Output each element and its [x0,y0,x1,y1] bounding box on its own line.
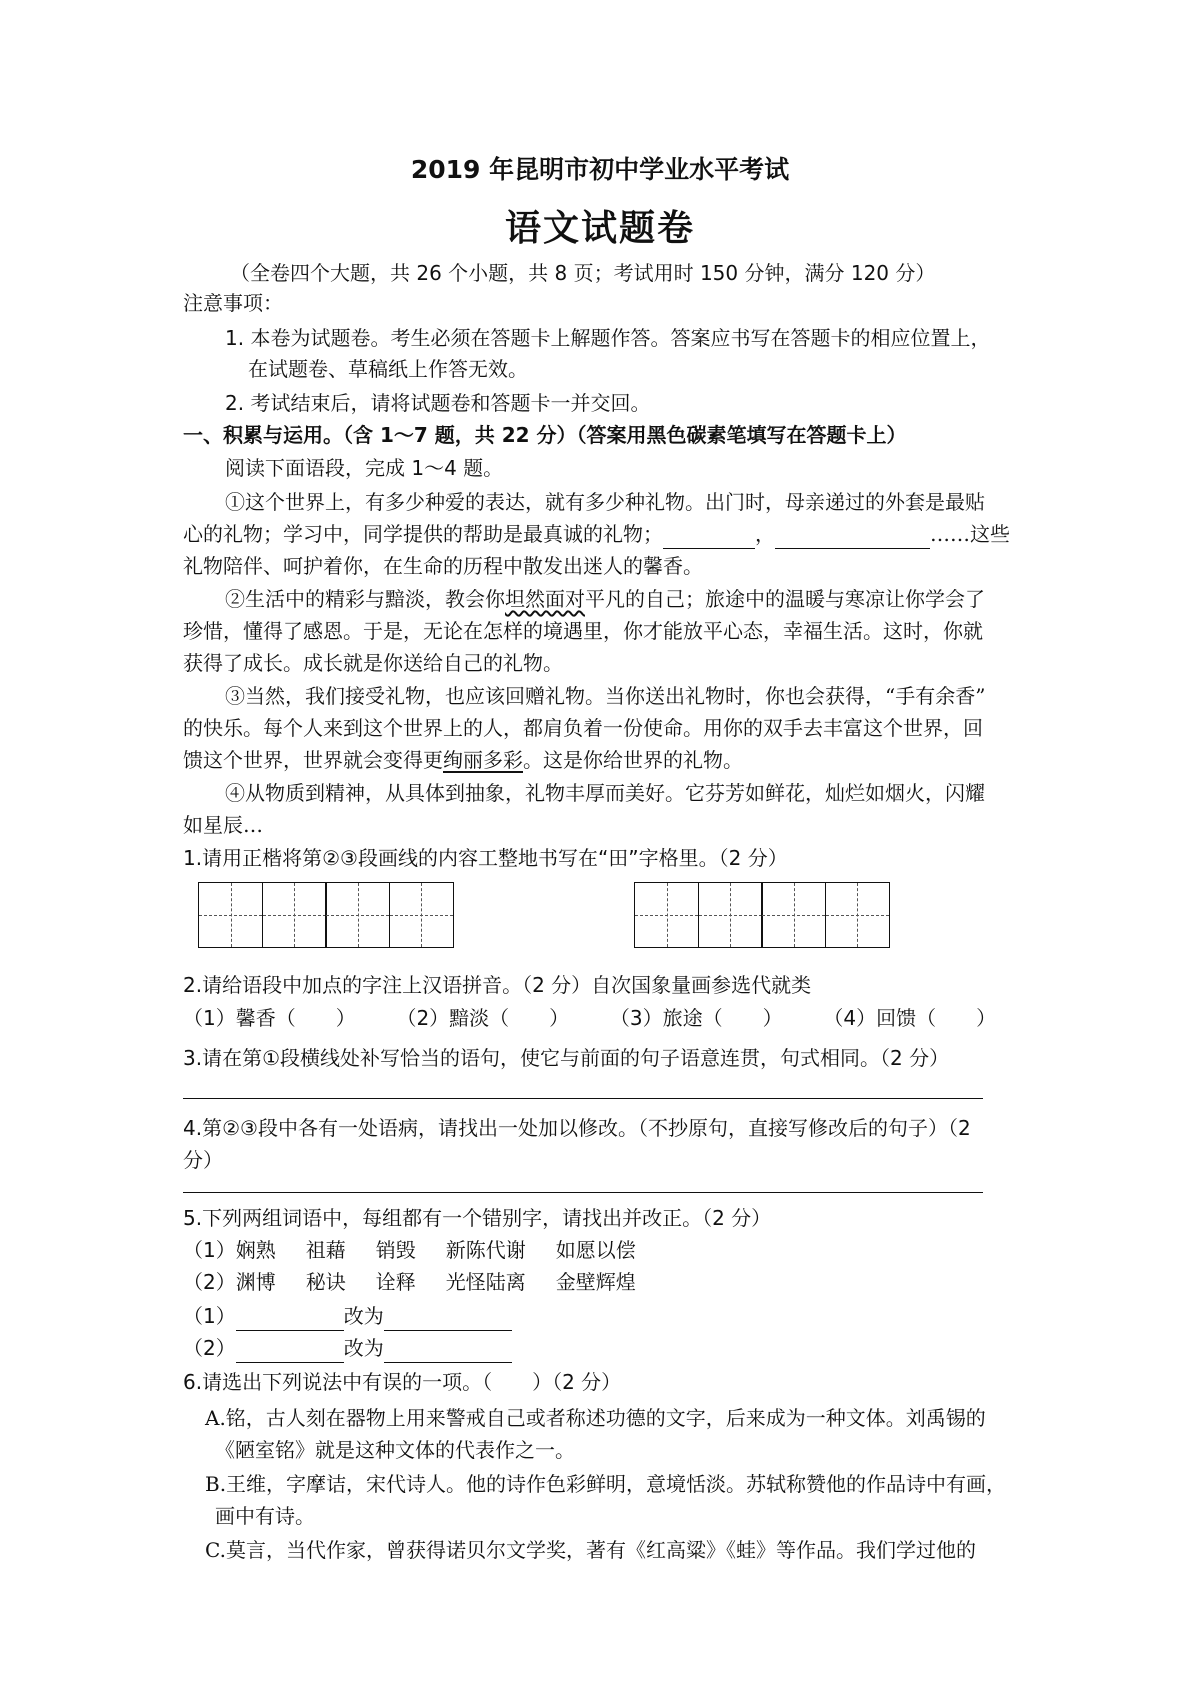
q5-r2-w3: 诠释 [375,1270,416,1294]
q5-r2-w2: 秘诀 [305,1270,346,1294]
question-2: 2.请给语段中加点的字注上汉语拼音。（2 分）自次国象量画参选代就类 [183,973,812,997]
q6-option-a-cont: 《陋室铭》就是这种文体的代表作之一。 [215,1438,575,1462]
para-3-text-a: 馈这个世界，世界就会变得更 [183,748,443,772]
tianzige-cell[interactable] [825,882,890,948]
question-6: 6.请选出下列说法中有误的一项。（ ）（2 分） [183,1370,622,1394]
blank-2 [775,526,930,549]
tianzige-cell[interactable] [262,882,327,948]
underlined-phrase-2: 绚丽多彩 [443,748,523,772]
q5-blank-right-1[interactable] [384,1308,512,1331]
tianzige-cell[interactable] [198,882,263,948]
question-5: 5.下列两组词语中，每组都有一个错别字，请找出并改正。（2 分） [183,1206,772,1230]
para-4-line-2: 如星辰… [183,813,263,837]
q5-blank-wrong-1[interactable] [236,1308,344,1331]
comma: ， [755,522,775,546]
para-1-line-3: 礼物陪伴、呵护着你，在生命的历程中散发出迷人的馨香。 [183,554,703,578]
q2-option-1: （1）馨香（ ） [183,1006,356,1030]
answer-line-q3[interactable] [183,1098,983,1099]
q5-ans1-prefix: （1） [183,1304,236,1328]
q2-option-4: （4）回馈（ ） [823,1006,997,1030]
q5-r2-w4: 光怪陆离 [445,1270,526,1294]
q5-change-2: 改为 [343,1336,384,1360]
question-4: 4.第②③段中各有一处语病，请找出一处加以修改。（不抄原句，直接写修改后的句子）（2 [183,1116,971,1140]
para-3-line-1: ③当然，我们接受礼物，也应该回赠礼物。当你送出礼物时，你也会获得，“手有余香” [225,684,986,708]
para-3-line-2: 的快乐。每个人来到这个世界上的人，都肩负着一份使命。用你的双手去丰富这个世界，回 [183,716,983,740]
q5-blank-wrong-2[interactable] [236,1340,344,1363]
reading-intro: 阅读下面语段，完成 1～4 题。 [225,456,504,480]
q5-answer-2 [183,1333,512,1363]
q5-ans2-prefix: （2） [183,1336,236,1360]
notice-item-1-cont: 在试题卷、草稿纸上作答无效。 [248,357,528,381]
q5-r1-w2: 祖藉 [305,1238,346,1262]
para-2-text-a: ②生活中的精彩与黯淡，教会你 [225,587,505,611]
notice-item-2: 2. 考试结束后，请将试题卷和答题卡一并交回。 [225,391,651,415]
question-2-options [183,1003,996,1033]
para-2-line-2: 珍惜，懂得了感恩。于是，无论在怎样的境遇里，你才能放平心态，幸福生活。这时，你就 [183,619,983,643]
q5-word-row-2 [183,1267,636,1297]
notice-heading: 注意事项： [183,291,283,315]
para-4-line-1: ④从物质到精神，从具体到抽象，礼物丰厚而美好。它芬芳如鲜花，灿烂如烟火，闪耀 [225,781,985,805]
q5-word-row-1 [183,1235,636,1265]
para-1-line-2-end: ……这些 [930,522,1010,546]
q5-r1-w4: 新陈代谢 [445,1238,526,1262]
question-4-cont: 分） [183,1148,223,1172]
para-2-line-3: 获得了成长。成长就是你送给自己的礼物。 [183,651,563,675]
para-3-line-3 [183,745,743,775]
q2-option-2: （2）黯淡（ ） [396,1006,570,1030]
para-2-line-1 [225,584,985,614]
q5-r1-w1: （1）娴熟 [183,1238,276,1262]
para-3-text-c: 。这是你给世界的礼物。 [523,748,743,772]
underlined-phrase-1: 坦然面对 [505,587,585,611]
para-1-line-1: ①这个世界上，有多少种爱的表达，就有多少种礼物。出门时，母亲递过的外套是最贴 [225,490,985,514]
q5-r1-w5: 如愿以偿 [555,1238,636,1262]
answer-line-q4[interactable] [183,1192,983,1193]
q6-option-b: B.王维，字摩诘，宋代诗人。他的诗作色彩鲜明，意境恬淡。苏轼称赞他的作品诗中有画， [205,1472,1007,1496]
question-3: 3.请在第①段横线处补写恰当的语句，使它与前面的句子语意连贯，句式相同。（2 分） [183,1046,950,1070]
tianzige-cell[interactable] [698,882,763,948]
exam-title: 2019 年昆明市初中学业水平考试 [410,155,790,184]
q5-answer-1 [183,1301,512,1331]
tianzige-grid-left[interactable] [198,882,452,948]
q5-blank-right-2[interactable] [384,1340,512,1363]
tianzige-cell[interactable] [389,882,454,948]
q5-r2-w5: 金壁辉煌 [555,1270,636,1294]
tianzige-cell[interactable] [761,882,826,948]
q6-option-c: C.莫言，当代作家，曾获得诺贝尔文学奖，著有《红高粱》《蛙》等作品。我们学过他的 [205,1538,976,1562]
tianzige-cell[interactable] [634,882,699,948]
tianzige-cell[interactable] [325,882,390,948]
para-2-text-c: 平凡的自己；旅途中的温暖与寒凉让你学会了 [585,587,985,611]
exam-info: （全卷四个大题，共 26 个小题，共 8 页；考试用时 150 分钟，满分 120 分） [230,261,936,285]
question-1: 1.请用正楷将第②③段画线的内容工整地书写在“田”字格里。（2 分） [183,846,788,870]
q6-option-b-cont: 画中有诗。 [215,1504,315,1528]
q6-option-a: A.铭，古人刻在器物上用来警戒自己或者称述功德的文字，后来成为一种文体。刘禹锡的 [205,1406,986,1430]
blank-1 [663,526,755,549]
para-1-line-2-text: 心的礼物；学习中，同学提供的帮助是最真诚的礼物； [183,522,663,546]
q5-r2-w1: （2）渊博 [183,1270,276,1294]
paper-subtitle: 语文试题卷 [504,208,695,249]
notice-item-1: 1. 本卷为试题卷。考生必须在答题卡上解题作答。答案应书写在答题卡的相应位置上， [225,326,991,350]
section-1-heading: 一、积累与运用。（含 1～7 题，共 22 分）（答案用黑色碳素笔填写在答题卡上） [183,423,907,447]
q2-option-3: （3）旅途（ ） [609,1006,783,1030]
para-1-line-2 [183,519,1010,549]
tianzige-grid-right[interactable] [634,882,888,948]
q5-r1-w3: 销毁 [375,1238,416,1262]
q5-change-1: 改为 [343,1304,384,1328]
